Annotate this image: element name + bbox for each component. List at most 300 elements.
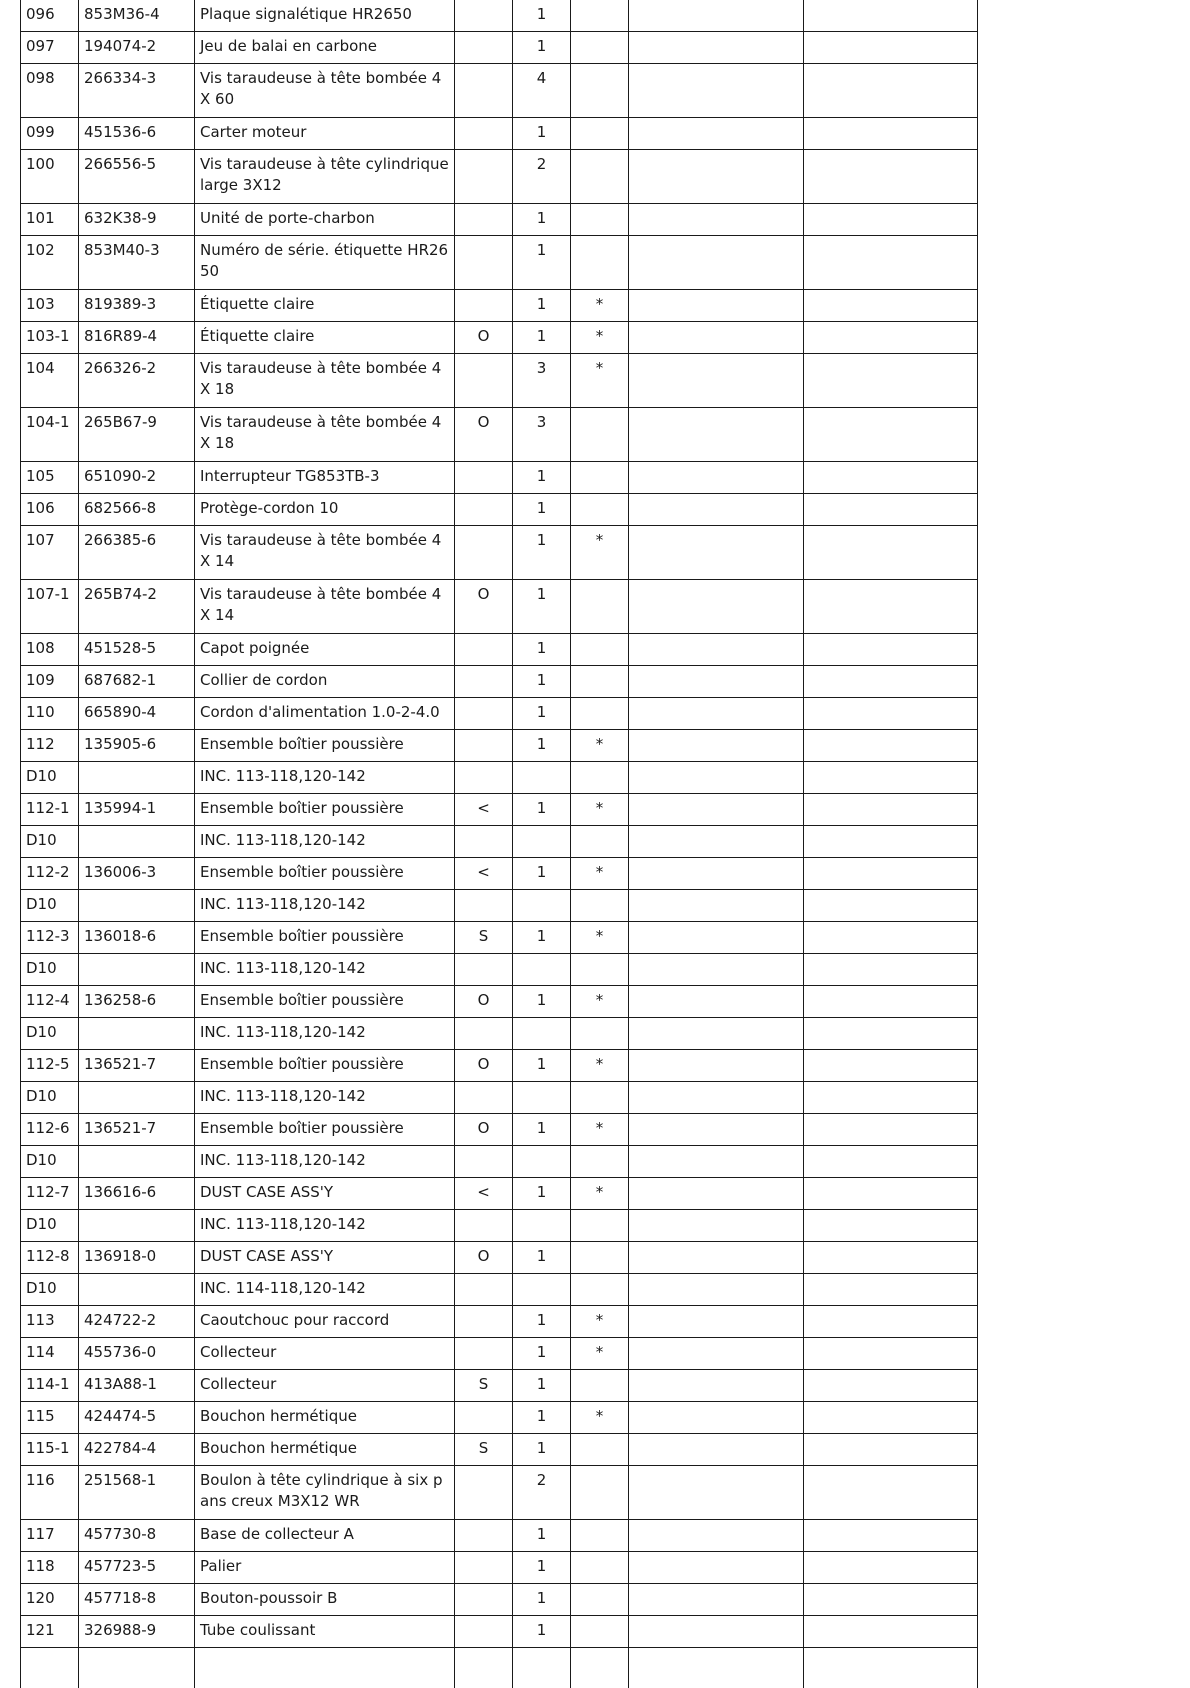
quantity-cell: 1: [513, 1178, 571, 1210]
part-number-cell: 422784-4: [79, 1434, 195, 1466]
blank-cell: [804, 1584, 978, 1616]
change-code-cell: [455, 1018, 513, 1050]
description-cell: Plaque signalétique HR2650: [195, 0, 455, 32]
change-code-cell: O: [455, 1114, 513, 1146]
blank-cell: [804, 1210, 978, 1242]
blank-cell: [629, 1402, 804, 1434]
blank-cell: [629, 204, 804, 236]
quantity-cell: 1: [513, 1584, 571, 1616]
note-mark-cell: *: [571, 1306, 629, 1338]
blank-cell: [804, 494, 978, 526]
description-cell: Ensemble boîtier poussière: [195, 858, 455, 890]
blank-cell: [571, 1648, 629, 1688]
part-number-cell: 687682-1: [79, 666, 195, 698]
quantity-cell: 1: [513, 1552, 571, 1584]
blank-cell: [629, 858, 804, 890]
blank-cell: [804, 1552, 978, 1584]
blank-cell: [629, 290, 804, 322]
change-code-cell: [455, 236, 513, 290]
blank-cell: [804, 666, 978, 698]
description-cell: Palier: [195, 1552, 455, 1584]
description-cell: INC. 113-118,120-142: [195, 762, 455, 794]
quantity-cell: 4: [513, 64, 571, 118]
blank-cell: [804, 794, 978, 826]
description-cell: Bouchon hermétique: [195, 1402, 455, 1434]
blank-cell: [804, 1274, 978, 1306]
description-cell: Ensemble boîtier poussière: [195, 1050, 455, 1082]
quantity-cell: 1: [513, 236, 571, 290]
table-row: [21, 1370, 978, 1402]
item-number-cell: 104-1: [21, 408, 79, 462]
description-cell: DUST CASE ASS'Y: [195, 1242, 455, 1274]
blank-cell: [804, 408, 978, 462]
quantity-cell: 1: [513, 462, 571, 494]
blank-cell: [804, 322, 978, 354]
part-number-cell: 251568-1: [79, 1466, 195, 1520]
blank-cell: [804, 580, 978, 634]
description-cell: Cordon d'alimentation 1.0-2-4.0: [195, 698, 455, 730]
table-row: [21, 1616, 978, 1648]
change-code-cell: [455, 204, 513, 236]
blank-cell: [629, 354, 804, 408]
quantity-cell: 1: [513, 118, 571, 150]
item-number-cell: D10: [21, 1274, 79, 1306]
description-cell: Bouchon hermétique: [195, 1434, 455, 1466]
description-cell: Interrupteur TG853TB-3: [195, 462, 455, 494]
description-cell: Collecteur: [195, 1370, 455, 1402]
blank-cell: [21, 1648, 79, 1688]
item-number-cell: 116: [21, 1466, 79, 1520]
part-number-cell: 136006-3: [79, 858, 195, 890]
change-code-cell: [455, 1306, 513, 1338]
quantity-cell: [513, 890, 571, 922]
table-row: [21, 322, 978, 354]
change-code-cell: [455, 1338, 513, 1370]
blank-cell: [804, 922, 978, 954]
description-cell: Collier de cordon: [195, 666, 455, 698]
item-number-cell: 112-8: [21, 1242, 79, 1274]
blank-cell: [79, 1648, 195, 1688]
blank-cell: [629, 64, 804, 118]
description-cell: INC. 113-118,120-142: [195, 1018, 455, 1050]
quantity-cell: 1: [513, 730, 571, 762]
note-mark-cell: *: [571, 794, 629, 826]
quantity-cell: 1: [513, 580, 571, 634]
change-code-cell: O: [455, 322, 513, 354]
item-number-cell: 098: [21, 64, 79, 118]
description-cell: Vis taraudeuse à tête bombée 4X 60: [195, 64, 455, 118]
table-row: [21, 986, 978, 1018]
item-number-cell: 112-4: [21, 986, 79, 1018]
blank-cell: [629, 1648, 804, 1688]
blank-cell: [629, 1242, 804, 1274]
description-cell: Carter moteur: [195, 118, 455, 150]
blank-cell: [629, 1210, 804, 1242]
table-row: [21, 462, 978, 494]
note-mark-cell: [571, 1584, 629, 1616]
change-code-cell: [455, 954, 513, 986]
item-number-cell: D10: [21, 1018, 79, 1050]
blank-cell: [629, 32, 804, 64]
item-number-cell: 100: [21, 150, 79, 204]
blank-cell: [629, 1082, 804, 1114]
item-number-cell: 102: [21, 236, 79, 290]
blank-cell: [804, 634, 978, 666]
blank-cell: [629, 1306, 804, 1338]
change-code-cell: [455, 762, 513, 794]
table-row: [21, 698, 978, 730]
part-number-cell: 326988-9: [79, 1616, 195, 1648]
item-number-cell: 121: [21, 1616, 79, 1648]
note-mark-cell: [571, 118, 629, 150]
blank-cell: [629, 1434, 804, 1466]
table-row: [21, 64, 978, 118]
table-row: [21, 762, 978, 794]
change-code-cell: <: [455, 858, 513, 890]
note-mark-cell: [571, 1466, 629, 1520]
table-row: [21, 236, 978, 290]
note-mark-cell: [571, 826, 629, 858]
blank-cell: [629, 150, 804, 204]
table-row: [21, 408, 978, 462]
quantity-cell: [513, 762, 571, 794]
description-cell: Unité de porte-charbon: [195, 204, 455, 236]
table-row: [21, 1242, 978, 1274]
change-code-cell: [455, 698, 513, 730]
change-code-cell: [455, 666, 513, 698]
part-number-cell: [79, 826, 195, 858]
description-cell: Vis taraudeuse à tête bombée 4X 14: [195, 580, 455, 634]
quantity-cell: [513, 954, 571, 986]
change-code-cell: <: [455, 1178, 513, 1210]
blank-cell: [629, 1338, 804, 1370]
item-number-cell: 107: [21, 526, 79, 580]
blank-cell: [804, 1616, 978, 1648]
item-number-cell: D10: [21, 890, 79, 922]
change-code-cell: [455, 354, 513, 408]
part-number-cell: [79, 890, 195, 922]
part-number-cell: 632K38-9: [79, 204, 195, 236]
note-mark-cell: [571, 1434, 629, 1466]
blank-cell: [629, 1466, 804, 1520]
table-row: [21, 1306, 978, 1338]
table-row: [21, 794, 978, 826]
table-row: [21, 634, 978, 666]
item-number-cell: 112-5: [21, 1050, 79, 1082]
quantity-cell: [513, 1018, 571, 1050]
part-number-cell: 457718-8: [79, 1584, 195, 1616]
item-number-cell: 110: [21, 698, 79, 730]
item-number-cell: 118: [21, 1552, 79, 1584]
part-number-cell: 816R89-4: [79, 322, 195, 354]
change-code-cell: [455, 118, 513, 150]
description-cell: INC. 113-118,120-142: [195, 826, 455, 858]
table-row: [21, 354, 978, 408]
quantity-cell: 1: [513, 322, 571, 354]
description-cell: INC. 113-118,120-142: [195, 954, 455, 986]
description-cell: Étiquette claire: [195, 322, 455, 354]
part-number-cell: 136616-6: [79, 1178, 195, 1210]
description-cell: Ensemble boîtier poussière: [195, 922, 455, 954]
blank-cell: [629, 794, 804, 826]
note-mark-cell: *: [571, 1178, 629, 1210]
blank-cell: [804, 1370, 978, 1402]
blank-cell: [804, 1466, 978, 1520]
description-cell: DUST CASE ASS'Y: [195, 1178, 455, 1210]
table-row: [21, 922, 978, 954]
item-number-cell: 114-1: [21, 1370, 79, 1402]
table-row-continuation: [21, 1648, 978, 1688]
note-mark-cell: *: [571, 922, 629, 954]
description-cell: Ensemble boîtier poussière: [195, 730, 455, 762]
table-row: [21, 954, 978, 986]
part-number-cell: 457723-5: [79, 1552, 195, 1584]
blank-cell: [629, 322, 804, 354]
item-number-cell: 107-1: [21, 580, 79, 634]
description-cell: Ensemble boîtier poussière: [195, 1114, 455, 1146]
part-number-cell: 135905-6: [79, 730, 195, 762]
description-cell: Ensemble boîtier poussière: [195, 986, 455, 1018]
blank-cell: [629, 1146, 804, 1178]
table-row: [21, 1018, 978, 1050]
blank-cell: [629, 922, 804, 954]
blank-cell: [804, 858, 978, 890]
part-number-cell: 194074-2: [79, 32, 195, 64]
change-code-cell: [455, 1616, 513, 1648]
change-code-cell: [455, 1520, 513, 1552]
blank-cell: [804, 762, 978, 794]
blank-cell: [804, 1082, 978, 1114]
blank-cell: [804, 1402, 978, 1434]
blank-cell: [195, 1648, 455, 1688]
blank-cell: [804, 1338, 978, 1370]
blank-cell: [629, 118, 804, 150]
table-row: [21, 666, 978, 698]
blank-cell: [804, 64, 978, 118]
blank-cell: [629, 1616, 804, 1648]
item-number-cell: 104: [21, 354, 79, 408]
part-number-cell: 266334-3: [79, 64, 195, 118]
note-mark-cell: *: [571, 322, 629, 354]
part-number-cell: 136258-6: [79, 986, 195, 1018]
description-cell: INC. 113-118,120-142: [195, 1082, 455, 1114]
blank-cell: [629, 698, 804, 730]
change-code-cell: [455, 1082, 513, 1114]
change-code-cell: [455, 730, 513, 762]
blank-cell: [804, 1434, 978, 1466]
description-cell: Capot poignée: [195, 634, 455, 666]
table-row: [21, 204, 978, 236]
part-number-cell: 265B67-9: [79, 408, 195, 462]
part-number-cell: 424722-2: [79, 1306, 195, 1338]
change-code-cell: [455, 634, 513, 666]
part-number-cell: 853M36-4: [79, 0, 195, 32]
quantity-cell: 1: [513, 1434, 571, 1466]
part-number-cell: 682566-8: [79, 494, 195, 526]
quantity-cell: 1: [513, 1338, 571, 1370]
description-cell: Vis taraudeuse à tête bombée 4X 18: [195, 408, 455, 462]
quantity-cell: 1: [513, 1114, 571, 1146]
change-code-cell: O: [455, 986, 513, 1018]
note-mark-cell: [571, 64, 629, 118]
note-mark-cell: [571, 1242, 629, 1274]
quantity-cell: 1: [513, 666, 571, 698]
item-number-cell: 115-1: [21, 1434, 79, 1466]
quantity-cell: 1: [513, 1370, 571, 1402]
item-number-cell: D10: [21, 826, 79, 858]
note-mark-cell: *: [571, 1050, 629, 1082]
description-cell: INC. 113-118,120-142: [195, 1146, 455, 1178]
blank-cell: [804, 1018, 978, 1050]
note-mark-cell: *: [571, 1114, 629, 1146]
part-number-cell: 853M40-3: [79, 236, 195, 290]
quantity-cell: 1: [513, 986, 571, 1018]
item-number-cell: 099: [21, 118, 79, 150]
part-number-cell: 451528-5: [79, 634, 195, 666]
quantity-cell: 1: [513, 794, 571, 826]
blank-cell: [804, 1178, 978, 1210]
item-number-cell: D10: [21, 1210, 79, 1242]
blank-cell: [629, 408, 804, 462]
note-mark-cell: *: [571, 858, 629, 890]
description-cell: INC. 114-118,120-142: [195, 1274, 455, 1306]
blank-cell: [629, 1274, 804, 1306]
change-code-cell: [455, 64, 513, 118]
table-row: [21, 1178, 978, 1210]
blank-cell: [629, 236, 804, 290]
part-number-cell: 451536-6: [79, 118, 195, 150]
blank-cell: [629, 494, 804, 526]
table-row: [21, 730, 978, 762]
change-code-cell: O: [455, 1050, 513, 1082]
item-number-cell: 115: [21, 1402, 79, 1434]
part-number-cell: 135994-1: [79, 794, 195, 826]
change-code-cell: [455, 1552, 513, 1584]
description-cell: INC. 113-118,120-142: [195, 890, 455, 922]
quantity-cell: 3: [513, 408, 571, 462]
description-cell: Étiquette claire: [195, 290, 455, 322]
quantity-cell: 2: [513, 1466, 571, 1520]
change-code-cell: [455, 1146, 513, 1178]
table-row: [21, 580, 978, 634]
item-number-cell: 120: [21, 1584, 79, 1616]
description-cell: Jeu de balai en carbone: [195, 32, 455, 64]
blank-cell: [804, 204, 978, 236]
description-cell: Vis taraudeuse à tête bombée 4X 18: [195, 354, 455, 408]
note-mark-cell: [571, 462, 629, 494]
part-number-cell: 136018-6: [79, 922, 195, 954]
quantity-cell: [513, 1274, 571, 1306]
blank-cell: [804, 890, 978, 922]
item-number-cell: 103-1: [21, 322, 79, 354]
blank-cell: [629, 1178, 804, 1210]
change-code-cell: O: [455, 580, 513, 634]
table-row: [21, 1082, 978, 1114]
note-mark-cell: [571, 408, 629, 462]
part-number-cell: 265B74-2: [79, 580, 195, 634]
blank-cell: [629, 1114, 804, 1146]
parts-table-body: [21, 0, 978, 1688]
note-mark-cell: [571, 1370, 629, 1402]
part-number-cell: [79, 1018, 195, 1050]
blank-cell: [804, 32, 978, 64]
quantity-cell: 1: [513, 204, 571, 236]
part-number-cell: 651090-2: [79, 462, 195, 494]
blank-cell: [629, 826, 804, 858]
table-row: [21, 890, 978, 922]
blank-cell: [804, 698, 978, 730]
change-code-cell: [455, 494, 513, 526]
note-mark-cell: [571, 236, 629, 290]
note-mark-cell: *: [571, 1402, 629, 1434]
item-number-cell: 112-2: [21, 858, 79, 890]
blank-cell: [629, 762, 804, 794]
part-number-cell: 136521-7: [79, 1050, 195, 1082]
blank-cell: [804, 826, 978, 858]
note-mark-cell: [571, 1082, 629, 1114]
note-mark-cell: [571, 1552, 629, 1584]
item-number-cell: 109: [21, 666, 79, 698]
blank-cell: [804, 462, 978, 494]
quantity-cell: 1: [513, 526, 571, 580]
table-row: [21, 32, 978, 64]
table-row: [21, 1050, 978, 1082]
blank-cell: [629, 462, 804, 494]
table-row: [21, 1466, 978, 1520]
table-row: [21, 1114, 978, 1146]
quantity-cell: 1: [513, 858, 571, 890]
quantity-cell: 1: [513, 698, 571, 730]
blank-cell: [455, 1648, 513, 1688]
table-row: [21, 0, 978, 32]
change-code-cell: S: [455, 1434, 513, 1466]
change-code-cell: [455, 32, 513, 64]
quantity-cell: 1: [513, 634, 571, 666]
item-number-cell: 108: [21, 634, 79, 666]
blank-cell: [804, 236, 978, 290]
blank-cell: [629, 1584, 804, 1616]
description-cell: Boulon à tête cylindrique à six pans creux M3X12 WR: [195, 1466, 455, 1520]
part-number-cell: [79, 1210, 195, 1242]
item-number-cell: 106: [21, 494, 79, 526]
part-number-cell: 413A88-1: [79, 1370, 195, 1402]
blank-cell: [804, 730, 978, 762]
quantity-cell: 1: [513, 1520, 571, 1552]
change-code-cell: <: [455, 794, 513, 826]
part-number-cell: [79, 1082, 195, 1114]
part-number-cell: [79, 1274, 195, 1306]
quantity-cell: 1: [513, 922, 571, 954]
item-number-cell: 112-7: [21, 1178, 79, 1210]
blank-cell: [804, 1050, 978, 1082]
item-number-cell: D10: [21, 1082, 79, 1114]
item-number-cell: 105: [21, 462, 79, 494]
quantity-cell: 3: [513, 354, 571, 408]
change-code-cell: [455, 826, 513, 858]
blank-cell: [629, 666, 804, 698]
item-number-cell: 112-1: [21, 794, 79, 826]
blank-cell: [629, 1552, 804, 1584]
table-row: [21, 290, 978, 322]
blank-cell: [513, 1648, 571, 1688]
change-code-cell: O: [455, 408, 513, 462]
blank-cell: [629, 954, 804, 986]
item-number-cell: 112-3: [21, 922, 79, 954]
note-mark-cell: [571, 1616, 629, 1648]
note-mark-cell: [571, 890, 629, 922]
part-number-cell: 457730-8: [79, 1520, 195, 1552]
note-mark-cell: *: [571, 1338, 629, 1370]
